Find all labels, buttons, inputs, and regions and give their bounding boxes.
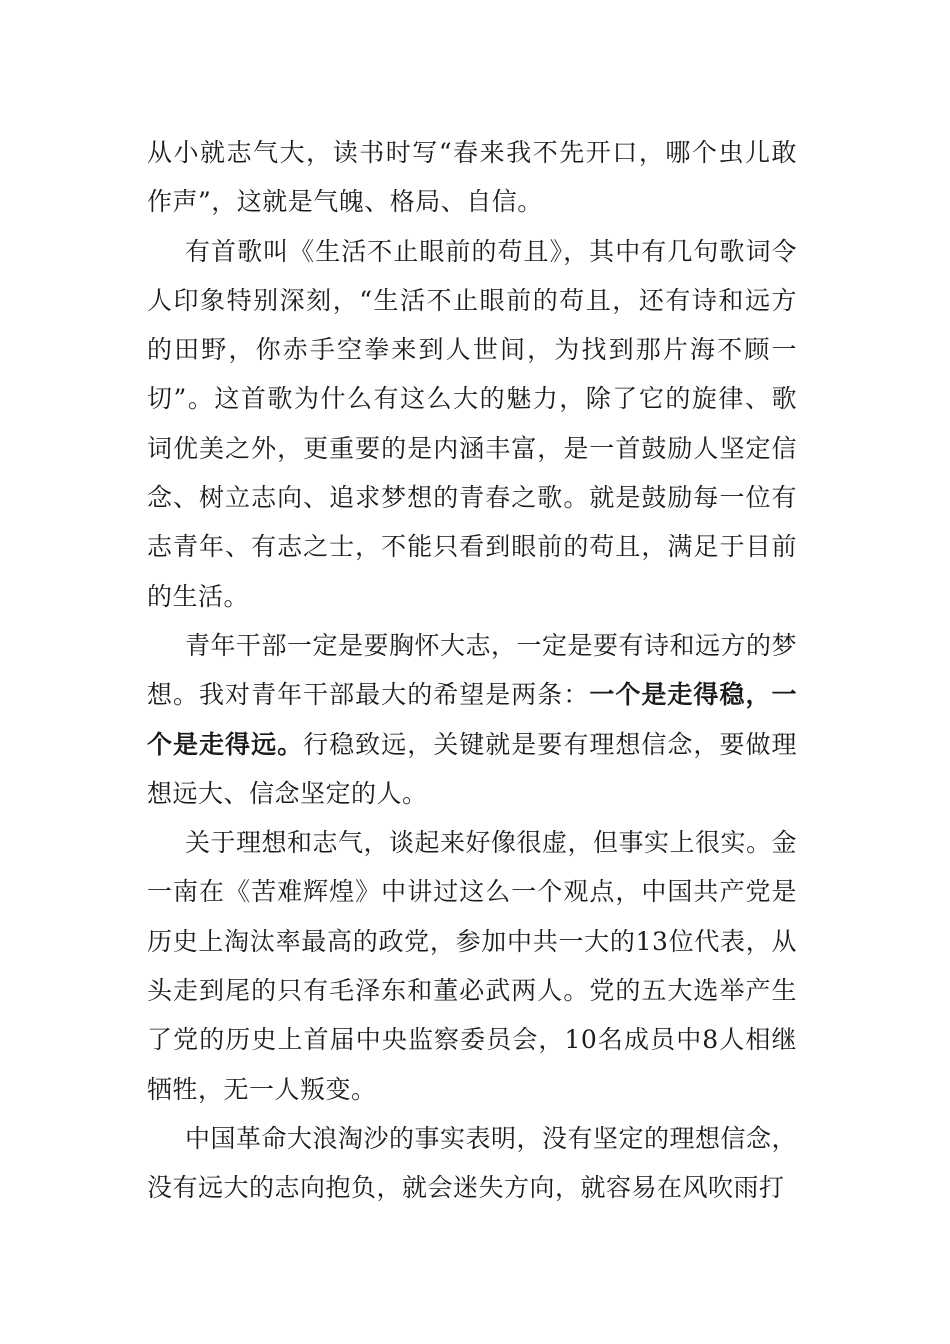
paragraph-ideals-history: 关于理想和志气，谈起来好像很虚，但事实上很实。金一南在《苦难辉煌》中讲过这么一个观点，中国共产党是历史上淘汰率最高的政党，参加中共一大的13位代表，从头走到尾的只有毛泽东和董必武两人。党的五大选举产生了党的历史上首届中央监察委员会，10名成员中8人相继牺牲，无一人叛变。 <box>147 828 798 1104</box>
paragraph-young-cadres-conclusion: 行稳致远，关键就是要有理想信念，要做理想远大、信念坚定的人。 <box>147 729 797 808</box>
paragraph-young-cadres-emphasis: 一个是走得稳，一个是走得远。 <box>147 680 797 759</box>
paragraph-continuation: 从小就志气大，读书时写“春来我不先开口，哪个虫儿敢作声”，这就是气魄、格局、自信。 <box>147 138 797 217</box>
document-body <box>147 128 797 1213</box>
paragraph-young-cadres-intro: 青年干部一定是要胸怀大志，一定是要有诗和远方的梦想。我对青年干部最大的希望是两条： <box>147 630 798 710</box>
paragraph-young-cadres <box>147 621 797 818</box>
paragraph-song-lyrics: 有首歌叫《生活不止眼前的苟且》，其中有几句歌词令人印象特别深刻，“生活不止眼前的苟且，还有诗和远方的田野，你赤手空拳来到人世间，为找到那片海不顾一切”。这首歌为什么有这么大的魅力，除了它的旋律、歌词优美之外，更重要的是内涵丰富，是一首鼓励人坚定信念、树立志向、追求梦想的青春之歌。就是鼓励每一位有志青年、有志之士，不能只看到眼前的苟且，满足于目前的生活。 <box>147 236 797 611</box>
paragraph-revolution-facts: 中国革命大浪淘沙的事实表明，没有坚定的理想信念，没有远大的志向抱负，就会迷失方向，就容易在风吹雨打 <box>147 1123 798 1203</box>
